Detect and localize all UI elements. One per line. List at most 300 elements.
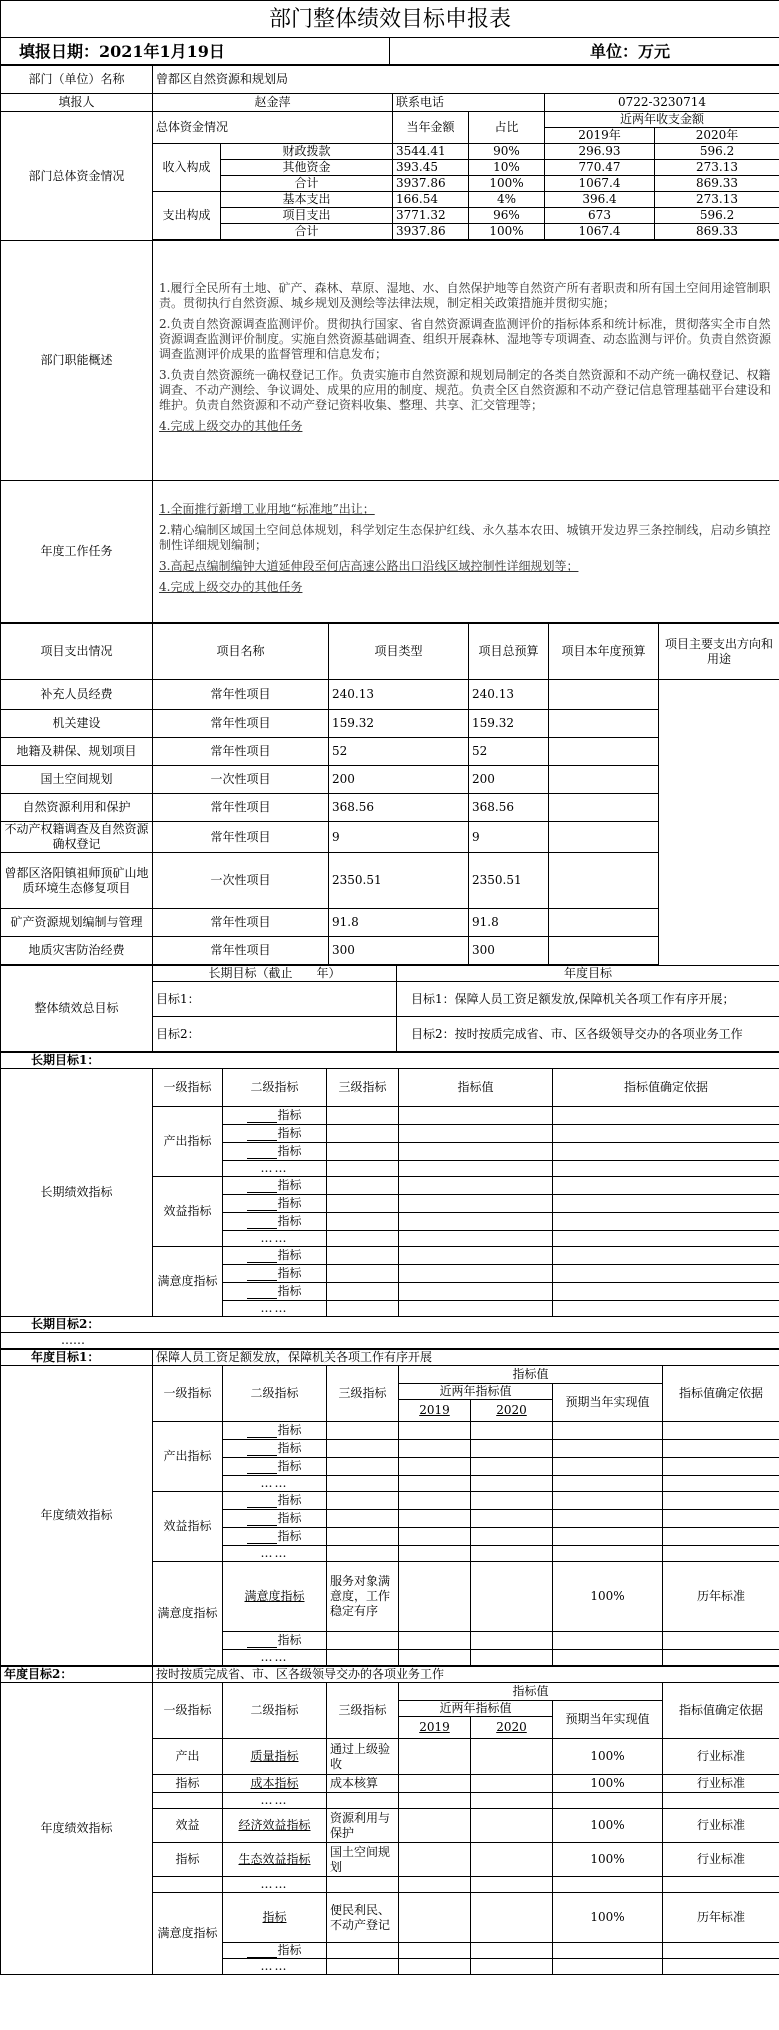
level1-category: 满意度指标	[153, 1893, 223, 1975]
basis-value	[663, 1528, 779, 1546]
expect-value	[553, 1546, 663, 1562]
indicator-text: 指标	[277, 1144, 302, 1158]
history-2020	[471, 1877, 553, 1893]
history-2019	[399, 1562, 471, 1632]
income-label: 收入构成	[153, 144, 221, 192]
blank-line	[247, 1946, 277, 1958]
value-cell	[399, 1161, 553, 1177]
project-purpose	[549, 738, 659, 766]
project-name: 不动产权籍调查及自然资源确权登记	[1, 822, 153, 853]
filler-name: 赵金萍	[153, 94, 393, 112]
expect-value	[553, 1650, 663, 1666]
level1-category: 效益指标	[153, 1492, 223, 1562]
basis-value	[663, 1943, 779, 1959]
work-item: 4.完成上级交办的其他任务	[159, 580, 303, 594]
history-2019	[399, 1650, 471, 1666]
value-cell	[399, 1247, 553, 1265]
funds-total-label: 总体资金情况	[153, 112, 393, 144]
indicator-text: 指标	[277, 1441, 302, 1455]
expect-value: 100%	[553, 1775, 663, 1793]
projects-label: 项目支出情况	[1, 624, 153, 680]
level2-indicator: 质量指标	[223, 1739, 327, 1775]
level1-category: 产出指标	[153, 1422, 223, 1492]
project-purpose	[549, 766, 659, 794]
blank-line	[247, 1444, 277, 1456]
level1-blank	[153, 1793, 223, 1809]
col-history: 近两年收支金额	[545, 112, 779, 128]
col-value: 指标值	[399, 1683, 663, 1701]
project-purpose	[549, 710, 659, 738]
indicator-text: 指标	[277, 1943, 302, 1957]
level2-indicator	[223, 1107, 327, 1125]
level1-category: 指标	[153, 1843, 223, 1877]
basis-cell	[553, 1265, 779, 1283]
level1-category: 满意度指标	[153, 1247, 223, 1317]
history-2019	[399, 1546, 471, 1562]
income-amount: 3544.41	[393, 144, 469, 160]
duty-item: 4.完成上级交办的其他任务	[159, 419, 303, 433]
funds-section-label: 部门总体资金情况	[1, 112, 153, 241]
level2-dots: ……	[223, 1959, 327, 1975]
level3-indicator: 通过上级验收	[327, 1739, 399, 1775]
history-2020	[471, 1793, 553, 1809]
annual-goal1-title: 年度目标1：	[1, 1350, 153, 1366]
income-2019: 296.93	[545, 144, 655, 160]
basis-value: 行业标准	[663, 1843, 779, 1877]
level3-cell	[327, 1213, 399, 1231]
blank-line	[247, 1532, 277, 1544]
project-name: 矿产资源规划编制与管理	[1, 909, 153, 937]
history-2020	[471, 1440, 553, 1458]
expect-value	[553, 1632, 663, 1650]
blank-line	[247, 1147, 277, 1159]
proj-col-type: 项目类型	[329, 624, 469, 680]
dept-name-value: 曾都区自然资源和规划局	[153, 66, 779, 94]
level3-cell	[327, 1440, 399, 1458]
level3-cell	[327, 1247, 399, 1265]
history-2020	[471, 1528, 553, 1546]
expense-amount: 3771.32	[393, 208, 469, 224]
expect-value: 100%	[553, 1809, 663, 1843]
expect-value	[553, 1458, 663, 1476]
level3-cell	[327, 1528, 399, 1546]
expect-value	[553, 1422, 663, 1440]
indicator-text: 指标	[277, 1459, 302, 1473]
history-2019	[399, 1458, 471, 1476]
history-2019	[399, 1739, 471, 1775]
indicator-text: 指标	[277, 1178, 302, 1192]
blank-line	[247, 1287, 277, 1299]
col-year-2019: 2019	[399, 1400, 471, 1422]
level3-cell	[327, 1265, 399, 1283]
col-year-2020: 2020	[471, 1400, 553, 1422]
basis-value	[663, 1440, 779, 1458]
proj-col-name: 项目名称	[153, 624, 329, 680]
history-2020	[471, 1422, 553, 1440]
project-purpose	[549, 909, 659, 937]
expense-2019: 673	[545, 208, 655, 224]
long-goal1-table	[0, 1052, 779, 1349]
expense-ratio: 4%	[469, 192, 545, 208]
level2-dots: ……	[223, 1231, 327, 1247]
basis-value: 行业标准	[663, 1775, 779, 1793]
history-2020	[471, 1492, 553, 1510]
level1-category: 效益	[153, 1809, 223, 1843]
duty-item: 1.履行全民所有土地、矿产、森林、草原、湿地、水、自然保护地等自然资产所有者职责和所有国土空间用途管制职责。贯彻执行自然资源、城乡规划及测绘等法律法规，制定相关政策措施并贯彻实施；	[159, 281, 771, 310]
value-cell	[399, 1195, 553, 1213]
report-header	[0, 0, 779, 65]
work-item: 1.全面推行新增工业用地“标准地”出让；	[159, 502, 375, 516]
value-cell	[399, 1265, 553, 1283]
annual-goal2-table	[0, 1666, 779, 1975]
history-2019	[399, 1492, 471, 1510]
basis-cell	[553, 1143, 779, 1161]
level2-indicator	[223, 1125, 327, 1143]
col-year-2019: 2019	[399, 1717, 471, 1739]
level3-cell	[327, 1177, 399, 1195]
basis-value	[663, 1492, 779, 1510]
history-2019	[399, 1877, 471, 1893]
level2-dots: ……	[223, 1650, 327, 1666]
phone-value: 0722-3230714	[545, 94, 779, 112]
indicator-text: 指标	[277, 1248, 302, 1262]
expect-value	[553, 1510, 663, 1528]
annual-work-label: 年度工作任务	[1, 481, 153, 623]
level1-category: 产出	[153, 1739, 223, 1775]
expense-2020: 596.2	[655, 208, 779, 224]
level3-indicator: 国土空间规划	[327, 1843, 399, 1877]
history-2020	[471, 1775, 553, 1793]
project-name: 自然资源利用和保护	[1, 794, 153, 822]
level2-indicator: 指标	[223, 1893, 327, 1943]
basis-cell	[553, 1195, 779, 1213]
history-2019	[399, 1440, 471, 1458]
level2-indicator	[223, 1283, 327, 1301]
col-level3: 三级指标	[327, 1683, 399, 1739]
blank-line	[247, 1426, 277, 1438]
expect-value: 100%	[553, 1843, 663, 1877]
indicator-text: 指标	[277, 1126, 302, 1140]
col-basis: 指标值确定依据	[553, 1069, 779, 1107]
expense-amount: 166.54	[393, 192, 469, 208]
value-cell	[399, 1143, 553, 1161]
blank-line	[247, 1111, 277, 1123]
project-annual: 240.13	[469, 680, 549, 710]
phone-label: 联系电话	[393, 94, 545, 112]
history-2020	[471, 1546, 553, 1562]
expect-value	[553, 1476, 663, 1492]
level3-cell	[327, 1476, 399, 1492]
indicator-text: 指标	[277, 1108, 302, 1122]
annual-goal2-title: 年度目标2：	[1, 1667, 153, 1683]
income-2019: 770.47	[545, 160, 655, 176]
income-amount: 393.45	[393, 160, 469, 176]
basis-value: 行业标准	[663, 1739, 779, 1775]
blank-line	[247, 1514, 277, 1526]
annual-goal1-table	[0, 1349, 779, 1666]
level1-category: 满意度指标	[153, 1562, 223, 1666]
expect-value: 100%	[553, 1739, 663, 1775]
long-goal-2: 目标2：	[153, 1017, 397, 1052]
basis-value	[663, 1546, 779, 1562]
expect-value: 100%	[553, 1893, 663, 1943]
level3-cell	[327, 1143, 399, 1161]
level2-dots: ……	[223, 1546, 327, 1562]
project-total: 240.13	[329, 680, 469, 710]
history-2019	[399, 1422, 471, 1440]
value-cell	[399, 1125, 553, 1143]
project-annual: 91.8	[469, 909, 549, 937]
work-item: 2.精心编制区域国土空间总体规划，科学划定生态保护红线、永久基本农田、城镇开发边界三条控制线，启动乡镇控制性详细规划编制；	[159, 523, 771, 552]
expect-value	[553, 1528, 663, 1546]
annual-work-content	[153, 481, 779, 623]
basis-cell	[553, 1161, 779, 1177]
basis-cell	[553, 1231, 779, 1247]
level2-dots: ……	[223, 1161, 327, 1177]
basis-cell	[553, 1283, 779, 1301]
history-2019	[399, 1893, 471, 1943]
level3-cell	[327, 1959, 399, 1975]
indicator-text: 指标	[277, 1633, 302, 1647]
basis-value: 行业标准	[663, 1809, 779, 1843]
project-type: 一次性项目	[153, 766, 329, 794]
basis-value	[663, 1510, 779, 1528]
proj-col-total: 项目总预算	[469, 624, 549, 680]
value-cell	[399, 1107, 553, 1125]
expect-value	[553, 1440, 663, 1458]
duties-content	[153, 241, 779, 481]
level2-dots: ……	[223, 1301, 327, 1317]
project-name: 机关建设	[1, 710, 153, 738]
expense-name: 基本支出	[221, 192, 393, 208]
annual-indicators-label: 年度绩效指标	[1, 1366, 153, 1666]
annual-goal-1: 目标1：保障人员工资足额发放,保障机关各项工作有序开展；	[397, 982, 779, 1017]
income-amount: 3937.86	[393, 176, 469, 192]
basis-cell	[553, 1213, 779, 1231]
indicator-text: 指标	[277, 1214, 302, 1228]
project-total: 91.8	[329, 909, 469, 937]
dept-name-label: 部门（单位）名称	[1, 66, 153, 94]
history-2020	[471, 1809, 553, 1843]
projects-table	[0, 623, 779, 965]
basis-cell	[553, 1177, 779, 1195]
long-goal-head: 长期目标（截止 年）	[153, 966, 397, 982]
expense-label: 支出构成	[153, 192, 221, 240]
level2-indicator	[223, 1177, 327, 1195]
history-2020	[471, 1959, 553, 1975]
history-2020	[471, 1893, 553, 1943]
expect-value: 100%	[553, 1562, 663, 1632]
col-year-2020: 2020	[471, 1717, 553, 1739]
level3-cell	[327, 1546, 399, 1562]
project-type: 常年性项目	[153, 738, 329, 766]
col-level3: 三级指标	[327, 1366, 399, 1422]
level3-cell	[327, 1125, 399, 1143]
level2-indicator: 成本指标	[223, 1775, 327, 1793]
project-total: 2350.51	[329, 853, 469, 909]
project-purpose	[549, 822, 659, 853]
level2-indicator	[223, 1632, 327, 1650]
expense-amount: 3937.86	[393, 224, 469, 240]
duties-label: 部门职能概述	[1, 241, 153, 481]
expense-name: 合计	[221, 224, 393, 240]
income-name: 财政拨款	[221, 144, 393, 160]
col-value: 指标值	[399, 1366, 663, 1384]
project-type: 常年性项目	[153, 909, 329, 937]
basis-value	[663, 1959, 779, 1975]
project-total: 52	[329, 738, 469, 766]
indicator-text: 指标	[277, 1493, 302, 1507]
col-level1: 一级指标	[153, 1366, 223, 1422]
blank-line	[247, 1636, 277, 1648]
annual-goal2-desc: 按时按质完成省、市、区各级领导交办的各项业务工作	[153, 1667, 779, 1683]
income-name: 合计	[221, 176, 393, 192]
level2-indicator: 生态效益指标	[223, 1843, 327, 1877]
level1-blank	[153, 1877, 223, 1893]
expense-ratio: 96%	[469, 208, 545, 224]
project-total: 9	[329, 822, 469, 853]
income-name: 其他资金	[221, 160, 393, 176]
project-name: 地质灾害防治经费	[1, 937, 153, 965]
annual2-indicators-label: 年度绩效指标	[1, 1683, 153, 1975]
level3-cell	[327, 1283, 399, 1301]
history-2019	[399, 1793, 471, 1809]
level2-satisfaction: 满意度指标	[223, 1562, 327, 1632]
indicator-text: 指标	[277, 1266, 302, 1280]
level1-category: 指标	[153, 1775, 223, 1793]
history-2020	[471, 1476, 553, 1492]
project-annual: 368.56	[469, 794, 549, 822]
project-total: 200	[329, 766, 469, 794]
col-level2: 二级指标	[223, 1069, 327, 1107]
income-2019: 1067.4	[545, 176, 655, 192]
value-cell	[399, 1213, 553, 1231]
value-cell	[399, 1301, 553, 1317]
level1-category: 效益指标	[153, 1177, 223, 1247]
col-ratio: 占比	[469, 112, 545, 144]
level2-dots: ……	[223, 1793, 327, 1809]
overall-table	[0, 965, 779, 1052]
basis-value	[663, 1458, 779, 1476]
level3-cell	[327, 1877, 399, 1893]
level2-indicator	[223, 1510, 327, 1528]
level3-cell	[327, 1943, 399, 1959]
annual-goal-2: 目标2：按时按质完成省、市、区各级领导交办的各项业务工作	[397, 1017, 779, 1052]
level3-cell	[327, 1107, 399, 1125]
col-expect: 预期当年实现值	[553, 1384, 663, 1422]
history-2019	[399, 1959, 471, 1975]
col-value: 指标值	[399, 1069, 553, 1107]
value-cell	[399, 1177, 553, 1195]
history-2019	[399, 1510, 471, 1528]
blank-line	[247, 1496, 277, 1508]
project-annual: 2350.51	[469, 853, 549, 909]
indicator-text: 指标	[277, 1529, 302, 1543]
level2-indicator	[223, 1528, 327, 1546]
history-2019	[399, 1476, 471, 1492]
project-type: 一次性项目	[153, 853, 329, 909]
income-ratio: 90%	[469, 144, 545, 160]
level2-indicator	[223, 1440, 327, 1458]
level3-cell	[327, 1422, 399, 1440]
expense-2019: 1067.4	[545, 224, 655, 240]
project-total: 300	[329, 937, 469, 965]
project-name: 曾都区洛阳镇祖师顶矿山地质环境生态修复项目	[1, 853, 153, 909]
project-annual: 300	[469, 937, 549, 965]
project-annual: 159.32	[469, 710, 549, 738]
level2-indicator	[223, 1422, 327, 1440]
col-level1: 一级指标	[153, 1069, 223, 1107]
level2-indicator	[223, 1247, 327, 1265]
col-expect: 预期当年实现值	[553, 1701, 663, 1739]
expense-name: 项目支出	[221, 208, 393, 224]
expense-2020: 273.13	[655, 192, 779, 208]
level3-cell	[327, 1632, 399, 1650]
expect-value	[553, 1793, 663, 1809]
basis-value: 历年标准	[663, 1893, 779, 1943]
basis-value	[663, 1793, 779, 1809]
level2-dots: ……	[223, 1877, 327, 1893]
proj-col-annual: 项目本年度预算	[549, 624, 659, 680]
level3-cell	[327, 1650, 399, 1666]
col-2020: 2020年	[655, 128, 779, 144]
level2-indicator	[223, 1143, 327, 1161]
col-2019: 2019年	[545, 128, 655, 144]
level2-indicator: 经济效益指标	[223, 1809, 327, 1843]
project-purpose	[549, 794, 659, 822]
blank-line	[247, 1217, 277, 1229]
project-total: 368.56	[329, 794, 469, 822]
blank-line	[247, 1199, 277, 1211]
long-goal-1: 目标1：	[153, 982, 397, 1017]
income-2020: 596.2	[655, 144, 779, 160]
expense-ratio: 100%	[469, 224, 545, 240]
blank-line	[247, 1181, 277, 1193]
duty-item: 3.负责自然资源统一确权登记工作。负责实施市自然资源和规划局制定的各类自然资源和不动产统一确权登记、权籍调查、不动产测绘、争议调处、成果的应用的制度、规范。负责全区自然资源和不动产登记信息管理基础平台建设和维护。负责自然资源和不动产登记资料收集、整理、共享、汇交管理等；	[159, 368, 772, 412]
project-annual: 200	[469, 766, 549, 794]
level1-category: 产出指标	[153, 1107, 223, 1177]
col-history: 近两年指标值	[399, 1701, 553, 1717]
report-title: 部门整体绩效目标申报表	[1, 1, 779, 38]
proj-col-purpose: 项目主要支出方向和用途	[659, 624, 779, 680]
level3-cell	[327, 1301, 399, 1317]
history-2020	[471, 1458, 553, 1476]
level3-cell	[327, 1458, 399, 1476]
currency-unit: 单位：万元	[390, 38, 779, 65]
income-2020: 273.13	[655, 160, 779, 176]
fill-date: 填报日期：2021年1月19日	[1, 38, 390, 65]
level3-cell	[327, 1510, 399, 1528]
project-type: 常年性项目	[153, 937, 329, 965]
history-2019	[399, 1528, 471, 1546]
blank-line	[247, 1462, 277, 1474]
annual-goal1-desc: 保障人员工资足额发放，保障机关各项工作有序开展	[153, 1350, 779, 1366]
level2-indicator	[223, 1265, 327, 1283]
basis-value	[663, 1476, 779, 1492]
basis-value	[663, 1632, 779, 1650]
indicator-text: 指标	[277, 1284, 302, 1298]
long-goal2-title: 长期目标2：	[1, 1317, 779, 1333]
blank-line	[247, 1129, 277, 1141]
level3-cell	[327, 1195, 399, 1213]
basis-cell	[553, 1247, 779, 1265]
basis-value	[663, 1877, 779, 1893]
expect-value	[553, 1959, 663, 1975]
expense-2020: 869.33	[655, 224, 779, 240]
col-history: 近两年指标值	[399, 1384, 553, 1400]
project-annual: 9	[469, 822, 549, 853]
project-type: 常年性项目	[153, 794, 329, 822]
